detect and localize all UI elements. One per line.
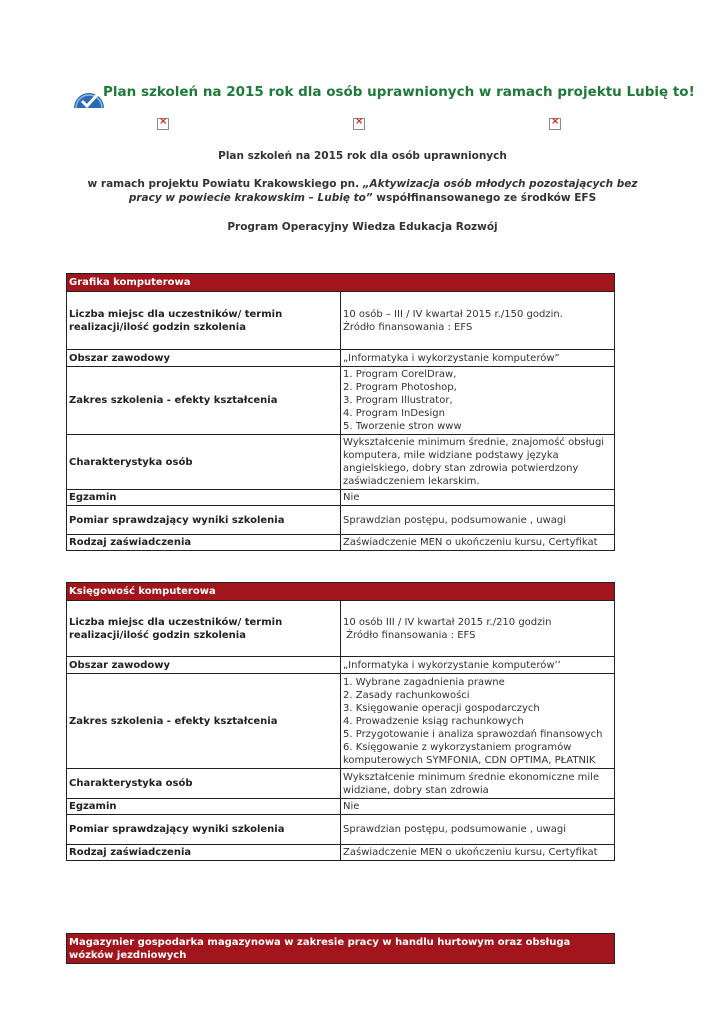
broken-image-icon: ×	[549, 118, 561, 130]
label-scope: Zakres szkolenia - efekty kształcenia	[67, 367, 341, 435]
value-area: „Informatyka i wykorzystanie komputerów’’	[341, 657, 615, 674]
course-table-magazynier	[66, 933, 615, 964]
intro-heading: Plan szkoleń na 2015 rok dla osób uprawnionych	[218, 150, 507, 162]
course-title: Magazynier gospodarka magazynowa w zakresie pracy w handlu hurtowym oraz obsługa wózków jezdniowych	[67, 934, 615, 964]
list-item: 1. Program CorelDraw,	[343, 369, 457, 380]
intro-project-name: „Aktywizacja osób młodych pozostających bez pracy w powiecie krakowskim – Lubię to”	[128, 178, 638, 204]
list-item: 5. Przygotowanie i analiza sprawozdań finansowych	[343, 728, 603, 740]
list-item: 4. Program InDesign	[343, 408, 445, 419]
intro-prefix: w ramach projektu Powiatu Krakowskiego pn.	[87, 178, 363, 190]
label-measure: Pomiar sprawdzający wyniki szkolenia	[67, 815, 341, 845]
list-item: 2. Zasady rachunkowości	[343, 689, 470, 701]
list-item: 4. Prowadzenie ksiąg rachunkowych	[343, 715, 524, 727]
intro-project	[0, 177, 725, 205]
label-exam: Egzamin	[67, 799, 341, 815]
list-item: 1. Wybrane zagadnienia prawne	[343, 676, 505, 688]
value-participants	[341, 601, 615, 657]
page-title: Plan szkoleń na 2015 rok dla osób uprawnionych w ramach projektu Lubię to!	[103, 84, 695, 100]
label-area: Obszar zawodowy	[67, 350, 341, 367]
value-measure: Sprawdzian postępu, podsumowanie , uwagi	[341, 506, 615, 535]
value-scope	[341, 367, 615, 435]
label-measure: Pomiar sprawdzający wyniki szkolenia	[67, 506, 341, 535]
value-participants	[341, 292, 615, 350]
value-profile: Wykształcenie minimum średnie, znajomość obsługi komputera, mile widziane podstawy języka angielskiego, dobry stan zdrowia potwierdzony zaświadczeniem lekarskim.	[341, 435, 615, 490]
broken-image-icon: ×	[353, 118, 365, 130]
label-certificate: Rodzaj zaświadczenia	[67, 845, 341, 861]
course-title: Grafika komputerowa	[67, 274, 615, 292]
value-exam: Nie	[341, 490, 615, 506]
value-exam: Nie	[341, 799, 615, 815]
value-certificate: Zaświadczenie MEN o ukończeniu kursu, Certyfikat	[341, 845, 615, 861]
participants-funding: Źródło finansowania : EFS	[343, 321, 473, 333]
participants-term: 10 osób III / IV kwartał 2015 r./210 godzin	[343, 616, 552, 628]
label-participants: Liczba miejsc dla uczestników/ termin realizacji/ilość godzin szkolenia	[67, 601, 341, 657]
course-title: Księgowość komputerowa	[67, 583, 615, 601]
participants-funding: Źródło finansowania : EFS	[343, 629, 476, 641]
participants-term: 10 osób – III / IV kwartał 2015 r./150 godzin.	[343, 308, 563, 320]
list-item: 3. Program Illustrator,	[343, 395, 453, 406]
broken-image-icon: ×	[157, 118, 169, 130]
label-exam: Egzamin	[67, 490, 341, 506]
value-measure: Sprawdzian postępu, podsumowanie , uwagi	[341, 815, 615, 845]
label-profile: Charakterystyka osób	[67, 435, 341, 490]
list-item: 5. Tworzenie stron www	[343, 421, 462, 432]
label-profile: Charakterystyka osób	[67, 769, 341, 799]
value-scope	[341, 674, 615, 769]
label-area: Obszar zawodowy	[67, 657, 341, 674]
intro-suffix: współfinansowanego ze środków EFS	[372, 192, 597, 204]
check-badge-icon	[72, 84, 106, 108]
course-table-ksiegowosc	[66, 582, 615, 861]
course-table-grafika	[66, 273, 615, 551]
intro-program: Program Operacyjny Wiedza Edukacja Rozwój	[227, 221, 498, 233]
list-item: 3. Księgowanie operacji gospodarczych	[343, 702, 540, 714]
list-item: 2. Program Photoshop,	[343, 382, 457, 393]
value-area: „Informatyka i wykorzystanie komputerów”	[341, 350, 615, 367]
value-profile: Wykształcenie minimum średnie ekonomiczne mile widziane, dobry stan zdrowia	[341, 769, 615, 799]
label-scope: Zakres szkolenia - efekty kształcenia	[67, 674, 341, 769]
label-certificate: Rodzaj zaświadczenia	[67, 535, 341, 551]
label-participants: Liczba miejsc dla uczestników/ termin realizacji/ilość godzin szkolenia	[67, 292, 341, 350]
list-item: 6. Księgowanie z wykorzystaniem programów komputerowych SYMFONIA, CDN OPTIMA, PŁATNIK	[343, 741, 596, 766]
value-certificate: Zaświadczenie MEN o ukończeniu kursu, Certyfikat	[341, 535, 615, 551]
